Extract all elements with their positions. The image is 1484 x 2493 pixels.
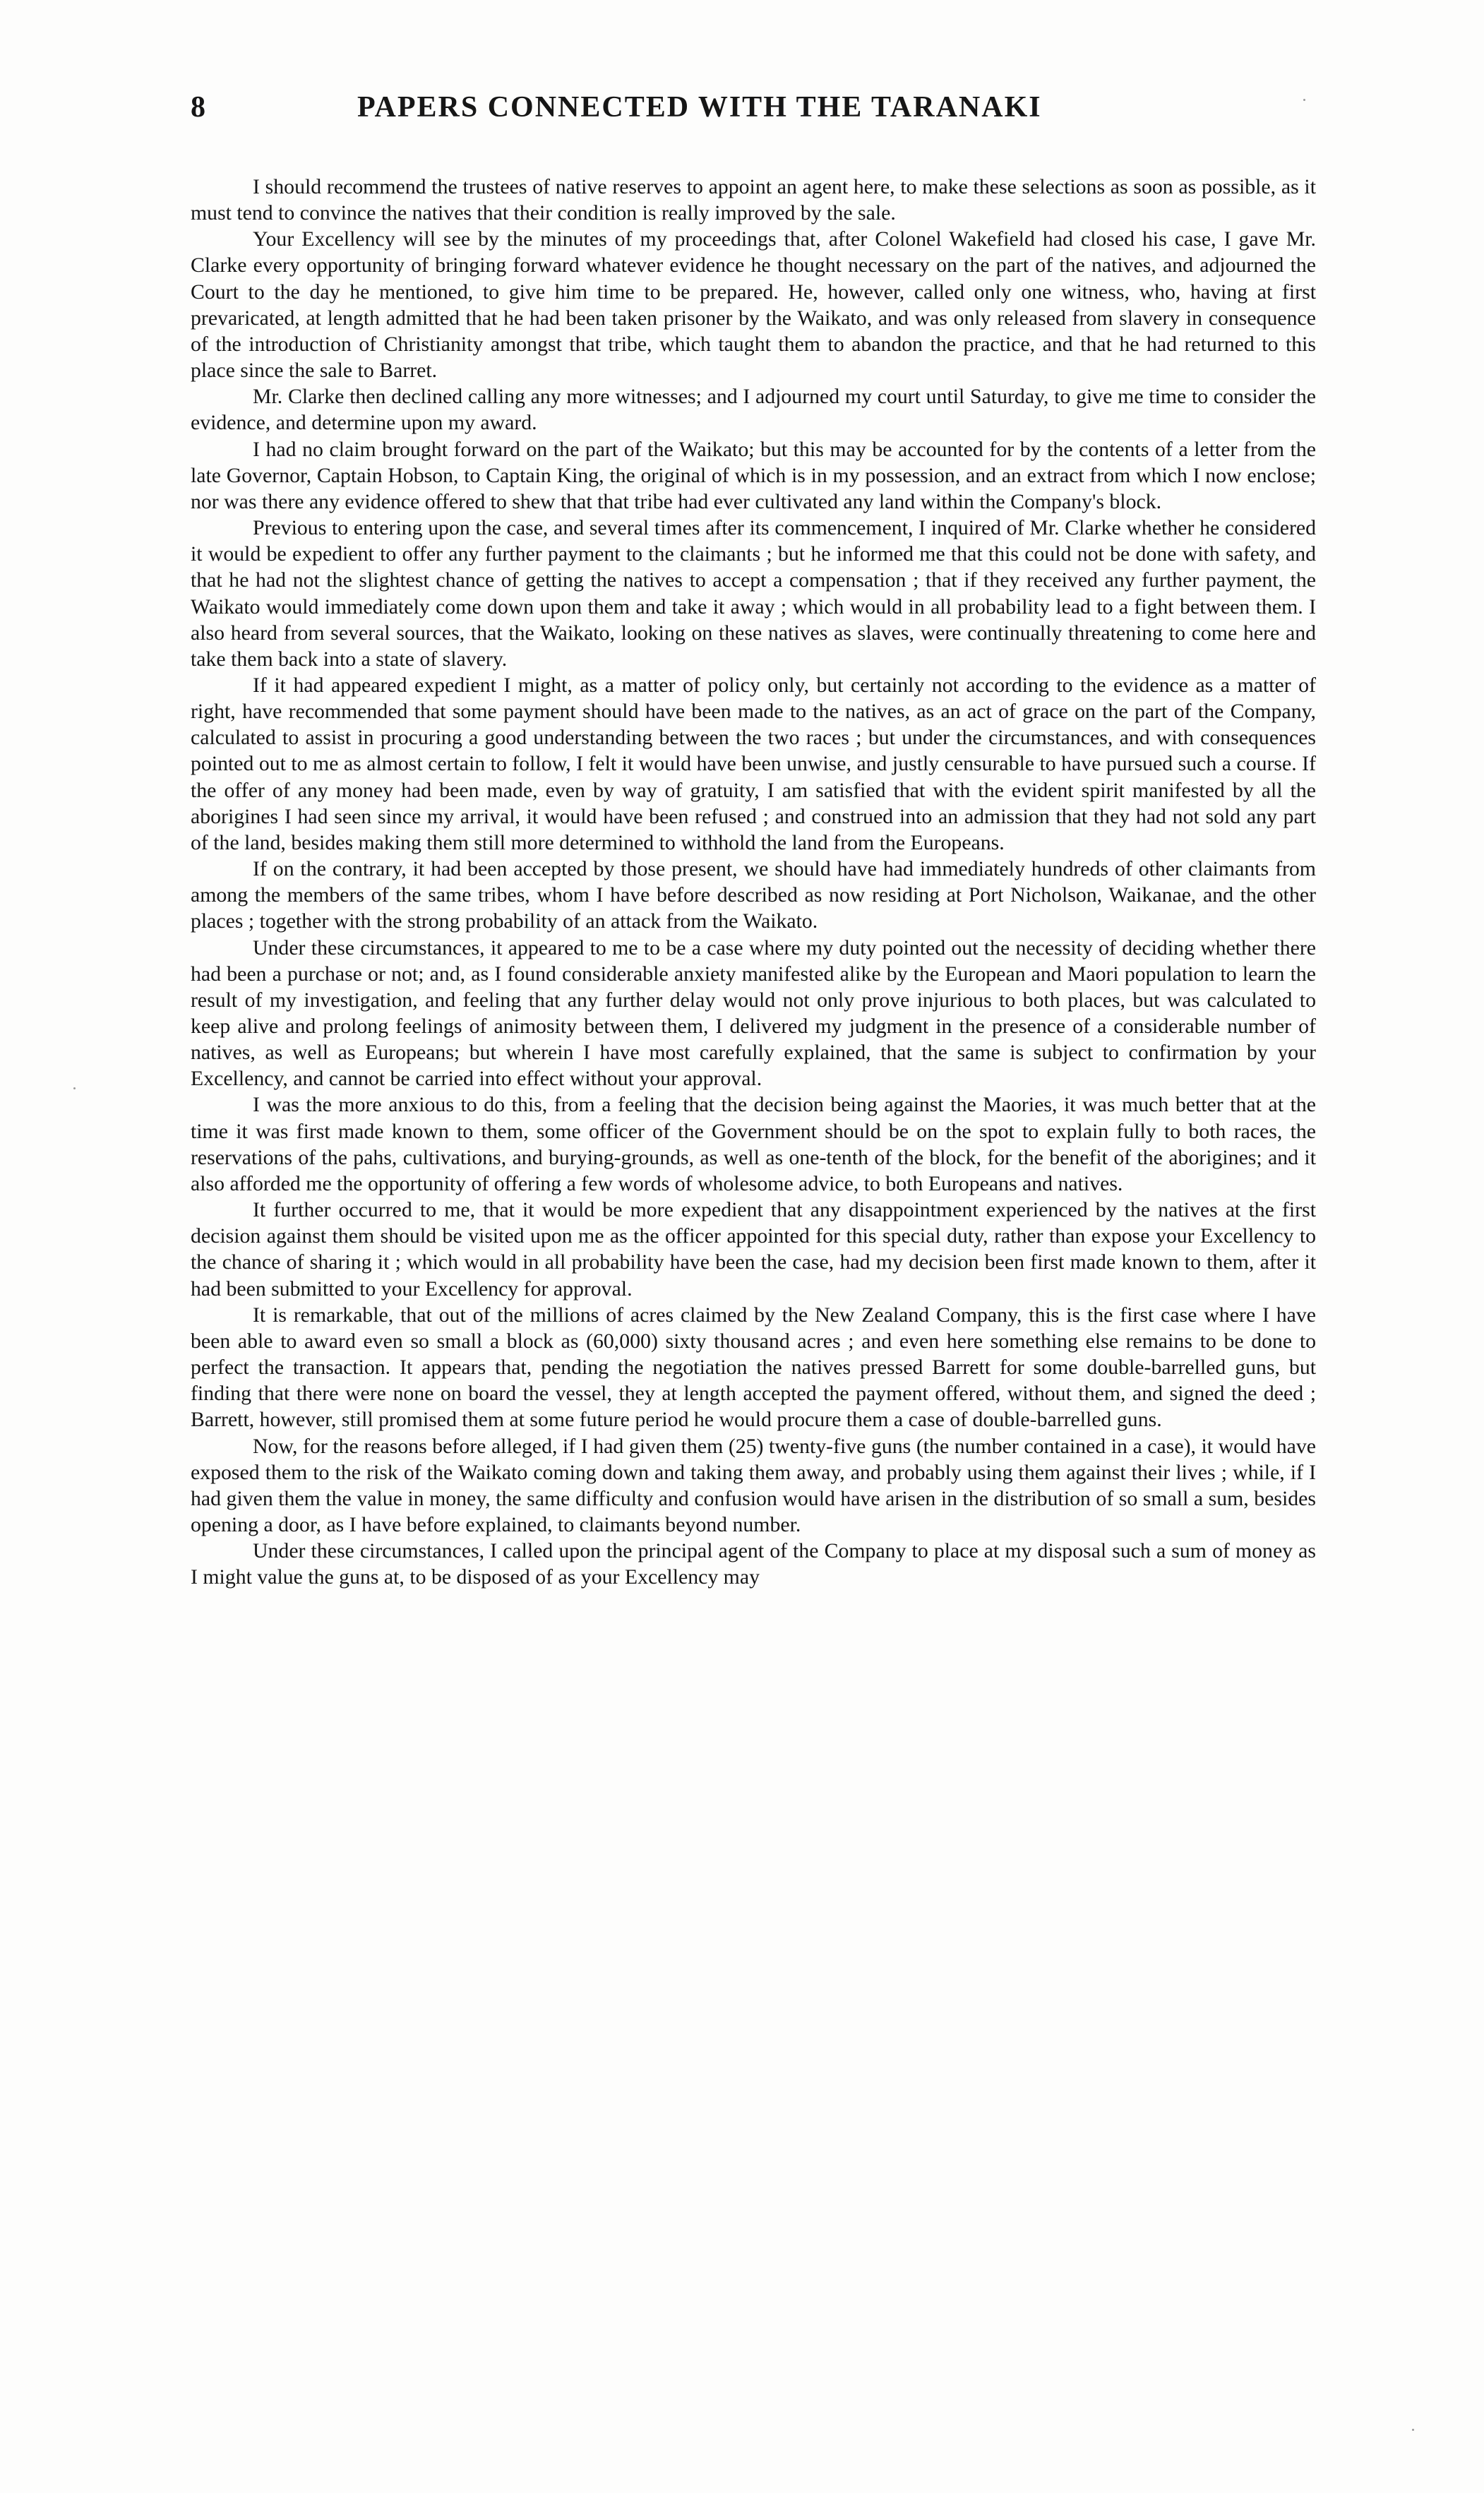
paragraph: If it had appeared expedient I might, as a matter of policy only, but certainly not according to the evidence as a matter of right, have recommended that some payment should have been made to the natives, as an act of grace on the part of the Company, calculated to assist in procuring a good understanding between the two races ; but under the circumstances, and with consequences pointed out to me as almost certain to follow, I felt it would have been unwise, and justly censurable to have pursued such a course. If the offer of any money had been made, even by way of gratuity, I am satisfied that with the evident spirit manifested by all the aborigines I had seen since my arrival, it would have been refused ; and construed into an admission that they had not sold any part of the land, besides making them still more determined to withhold the land from the Europeans.: [191, 673, 1316, 854]
scan-speck: [73, 1087, 76, 1089]
paragraph: Previous to entering upon the case, and several times after its commencement, I inquired of Mr. Clarke whether he considered it would be expedient to offer any further payment to the claimants ; but he informed me that this could not be done with safety, and that he had not the slightest chance of getting the natives to accept a compensation ; that if they received any further payment, the Waikato would immediately come down upon them and take it away ; which would in all probability lead to a fight between them. I also heard from several sources, that the Waikato, looking on these natives as slaves, were continually threatening to come here and take them back into a state of slavery.: [191, 516, 1316, 671]
body-text: [191, 174, 1316, 1590]
scan-speck: [1303, 99, 1305, 101]
paragraph: It is remarkable, that out of the millions of acres claimed by the New Zealand Company, this is the first case where I have been able to award even so small a block as (60,000) sixty thousand acres ; and even here something else remains to be done to perfect the transaction. It appears that, pending the negotiation the natives pressed Barrett for some double-barrelled guns, but finding that there were none on board the vessel, they at length accepted the payment offered, without them, and signed the deed ; Barrett, however, still promised them at some future period he would procure them a case of double-barrelled guns.: [191, 1303, 1316, 1432]
paragraph: Your Excellency will see by the minutes of my proceedings that, after Colonel Wakefield had closed his case, I gave Mr. Clarke every opportunity of bringing forward whatever evidence he thought necessary on the part of the natives, and adjourned the Court to the day he mentioned, to give him time to be prepared. He, however, called only one witness, who, having at first prevaricated, at length admitted that he had been taken prisoner by the Waikato, and was only released from slavery in consequence of the introduction of Christianity amongst that tribe, which taught them to abandon the practice, and that he had returned to this place since the sale to Barret.: [191, 227, 1316, 383]
paragraph: If on the contrary, it had been accepted by those present, we should have had immediately hundreds of other claimants from among the members of the same tribes, whom I have before described as now residing at Port Nicholson, Waikanae, and the other places ; together with the strong probability of an attack from the Waikato.: [191, 857, 1316, 933]
paragraph: I had no claim brought forward on the part of the Waikato; but this may be accounted for by the contents of a letter from the late Governor, Captain Hobson, to Captain King, the original of which is in my possession, and an extract from which I now enclose; nor was there any evidence offered to shew that that tribe had ever cultivated any land within the Company's block.: [191, 437, 1316, 513]
paragraph: Under these circumstances, it appeared to me to be a case where my duty pointed out the necessity of deciding whether there had been a purchase or not; and, as I found considerable anxiety manifested alike by the European and Maori population to learn the result of my investigation, and feeling that any further delay would not only prove injurious to both places, but was calculated to keep alive and prolong feelings of animosity between them, I delivered my judgment in the presence of a considerable number of natives, as well as Europeans; but wherein I have most carefully explained, that the same is subject to confirmation by your Excellency, and cannot be carried into effect without your approval.: [191, 935, 1316, 1091]
paragraph: Under these circumstances, I called upon the principal agent of the Company to place at my disposal such a sum of money as I might value the guns at, to be disposed of as your Excellency may: [191, 1539, 1316, 1589]
page-number: 8: [191, 91, 206, 124]
paragraph: I should recommend the trustees of native reserves to appoint an agent here, to make these selections as soon as possible, as it must tend to convince the natives that their condition is really improved by the sale.: [191, 175, 1316, 225]
page-header: [191, 90, 1313, 140]
scan-speck: [1412, 2429, 1414, 2431]
paragraph: It further occurred to me, that it would be more expedient that any disappointment experienced by the natives at the first decision against them should be visited upon me as the officer appointed for this special duty, rather than expose your Excellency to the chance of sharing it ; which would in all probability have been the case, had my decision been first made known to them, after it had been submitted to your Excellency for approval.: [191, 1198, 1316, 1301]
running-title: PAPERS CONNECTED WITH THE TARANAKI: [357, 91, 1042, 124]
paragraph: Mr. Clarke then declined calling any more witnesses; and I adjourned my court until Saturday, to give me time to consider the evidence, and determine upon my award.: [191, 385, 1316, 435]
paragraph: I was the more anxious to do this, from a feeling that the decision being against the Maories, it was much better that at the time it was first made known to them, some officer of the Government should be on the spot to explain fully to both races, the reservations of the pahs, cultivations, and burying-grounds, as well as one-tenth of the block, for the benefit of the aborigines; and it also afforded me the opportunity of offering a few words of wholesome advice, to both Europeans and natives.: [191, 1093, 1316, 1195]
paragraph: Now, for the reasons before alleged, if I had given them (25) twenty-five guns (the number contained in a case), it would have exposed them to the risk of the Waikato coming down and taking them away, and probably using them against their lives ; while, if I had given them the value in money, the same difficulty and confusion would have arisen in the distribution of so small a sum, besides opening a door, as I have before explained, to claimants beyond number.: [191, 1434, 1316, 1536]
